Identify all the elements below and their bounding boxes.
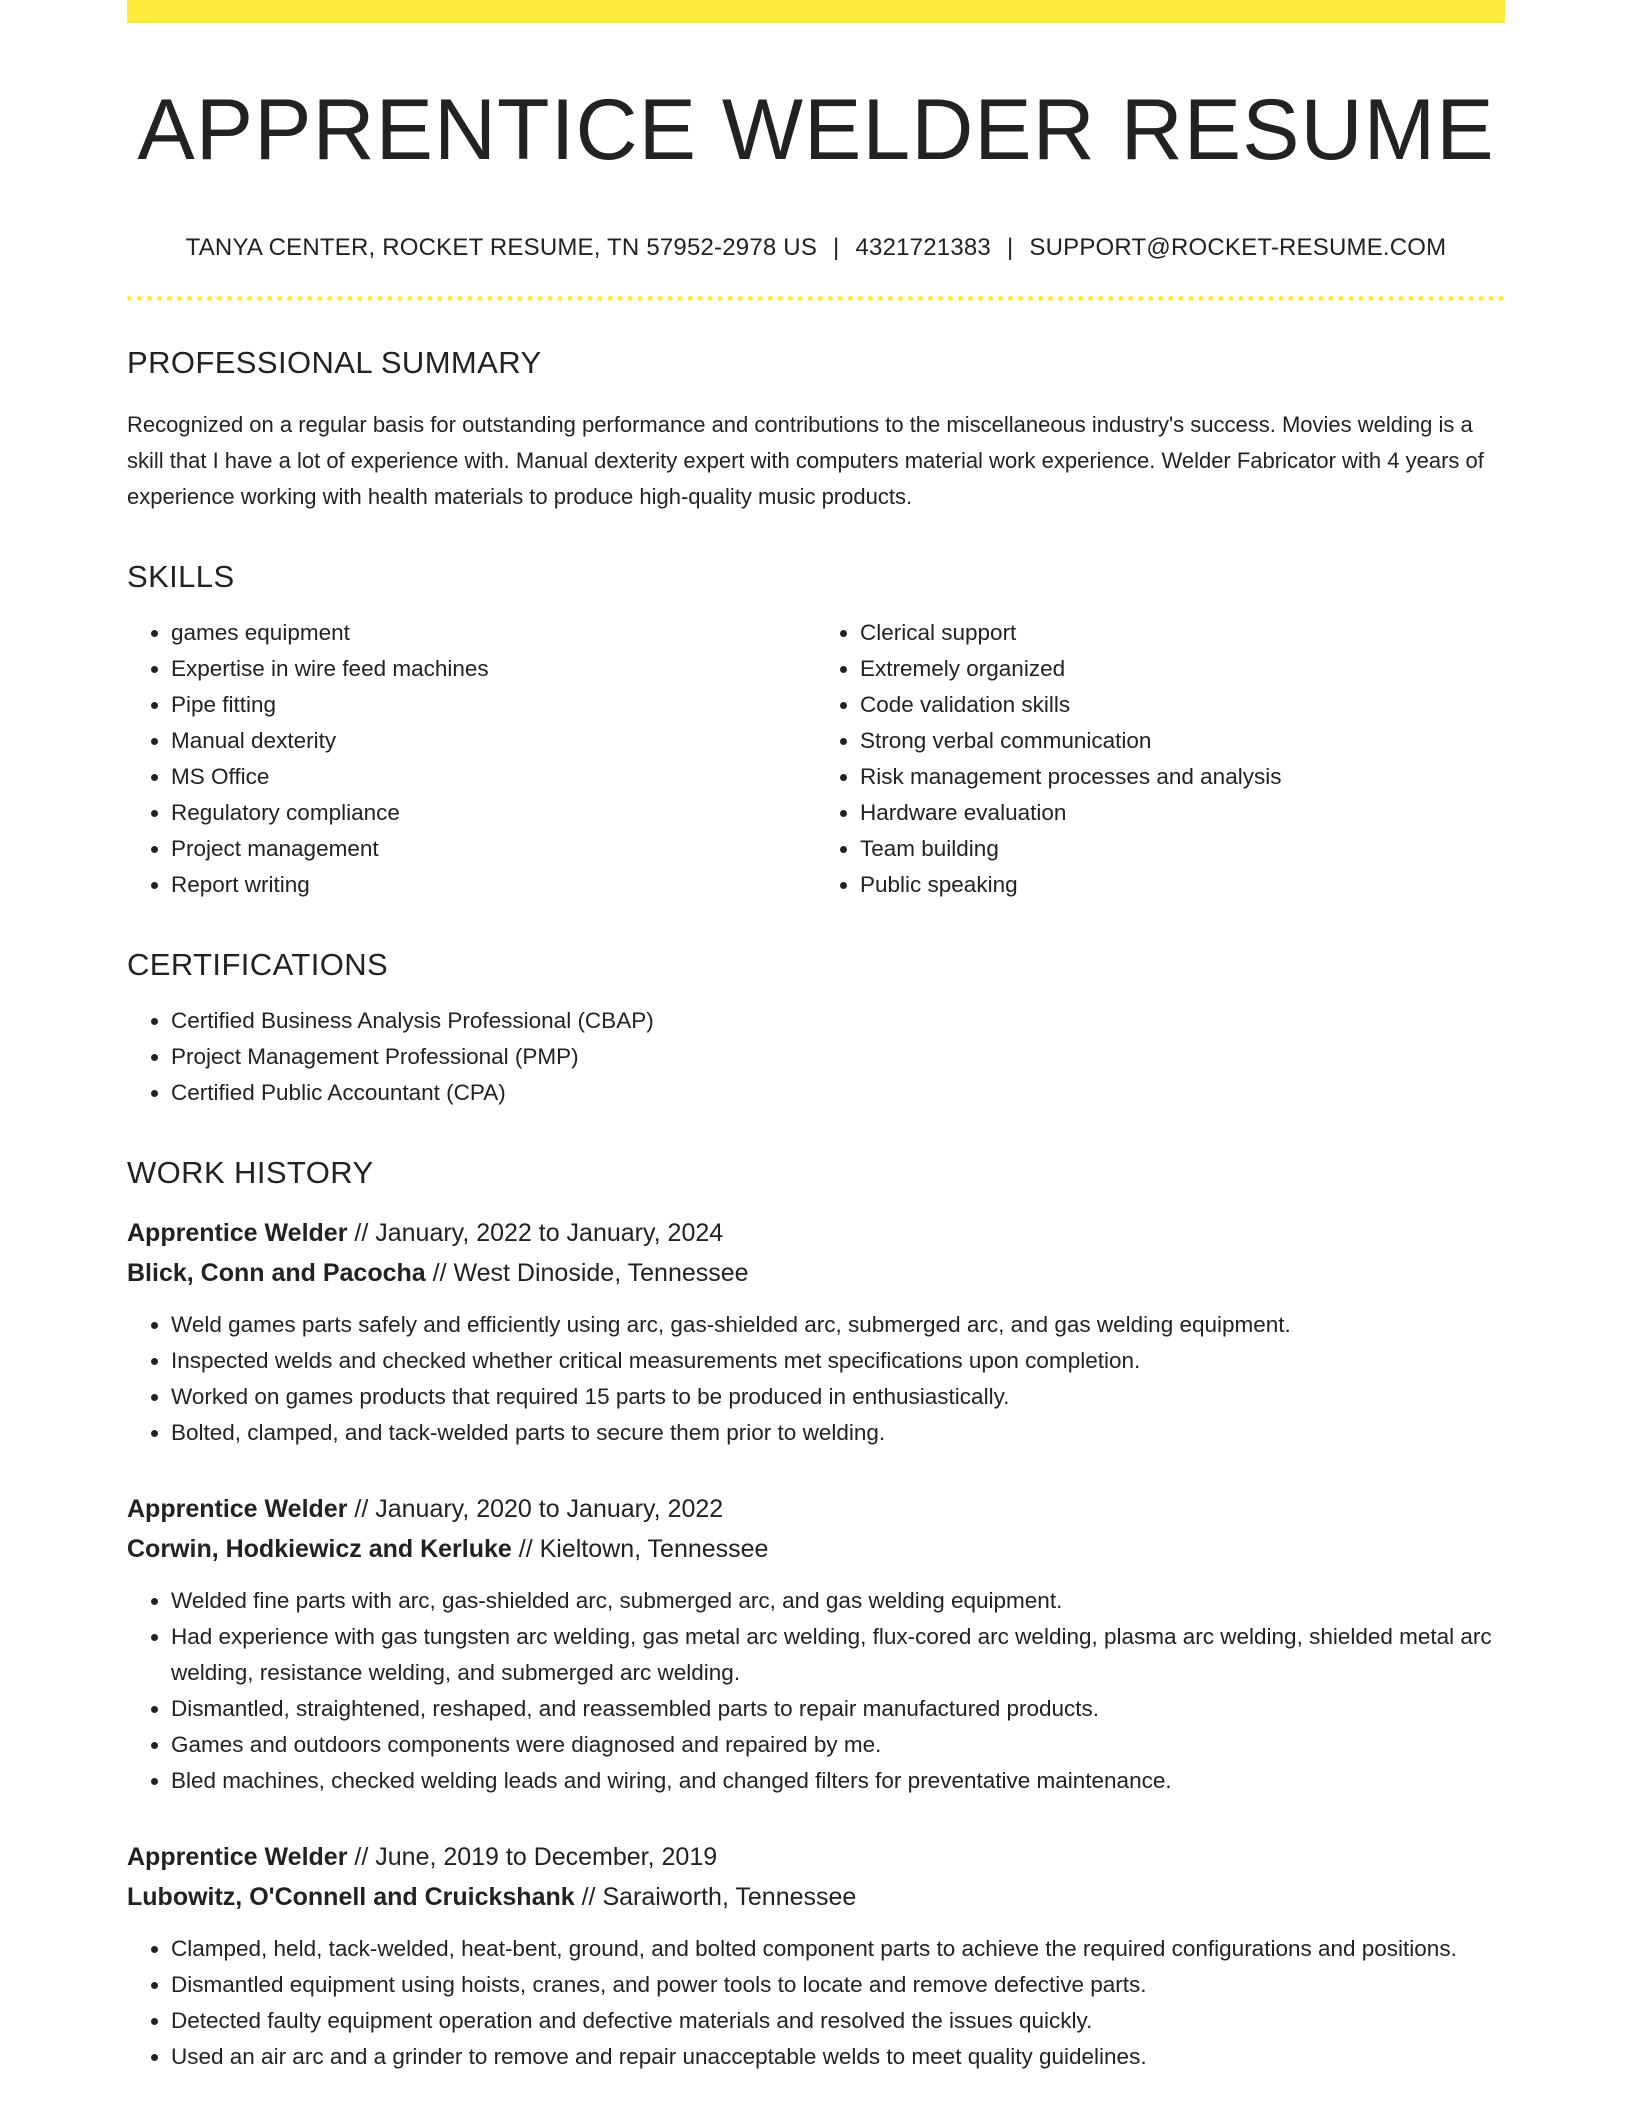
skill-item: • Expertise in wire feed machines [171,651,816,687]
skills-list-left [127,615,816,903]
skill-item: • Risk management processes and analysis [860,759,1505,795]
skill-item: • Code validation skills [860,687,1505,723]
dotted-divider [127,296,1505,301]
resume-page [127,0,1505,2075]
skills-columns [127,595,1505,903]
certifications-section [127,947,1505,1111]
skill-item: • Hardware evaluation [860,795,1505,831]
job-title: Apprentice Welder [127,1842,348,1871]
skills-list-right [816,615,1505,903]
job-location: // Kieltown, Tennessee [518,1534,769,1563]
skill-item: • Project management [171,831,816,867]
job-entry [127,1213,1505,1451]
skill-item: • Strong verbal communication [860,723,1505,759]
contact-line [127,234,1505,262]
accent-top-bar [127,0,1505,23]
job-company: Lubowitz, O'Connell and Cruickshank [127,1882,575,1911]
job-duties [127,1583,1505,1799]
contact-email: SUPPORT@ROCKET-RESUME.COM [1029,233,1447,261]
skill-item: • Regulatory compliance [171,795,816,831]
contact-phone: 4321721383 [855,233,991,261]
job-duty: • Bled machines, checked welding leads and wiring, and changed filters for preventative maintenance. [171,1763,1505,1799]
job-duty: • Worked on games products that required 15 parts to be produced in enthusiastically. [171,1379,1505,1415]
skill-item: • Extremely organized [860,651,1505,687]
contact-separator: | [1006,233,1014,261]
job-location: // West Dinoside, Tennessee [432,1258,749,1287]
job-company: Corwin, Hodkiewicz and Kerluke [127,1534,512,1563]
job-duty: • Dismantled, straightened, reshaped, and reassembled parts to repair manufactured products. [171,1691,1505,1727]
skill-item: • Manual dexterity [171,723,816,759]
resume-title: APPRENTICE WELDER RESUME [137,82,1495,178]
work-history-heading: WORK HISTORY [127,1154,374,1190]
job-duty: • Welded fine parts with arc, gas-shielded arc, submerged arc, and gas welding equipment. [171,1583,1505,1619]
skill-item: • Pipe fitting [171,687,816,723]
contact-address: TANYA CENTER, ROCKET RESUME, TN 57952-2978 US [185,233,818,261]
job-company: Blick, Conn and Pacocha [127,1258,426,1287]
job-duty: • Inspected welds and checked whether critical measurements met specifications upon completion. [171,1343,1505,1379]
skill-item: • games equipment [171,615,816,651]
summary-section [127,345,1505,515]
job-duty: • Games and outdoors components were diagnosed and repaired by me. [171,1727,1505,1763]
job-title-line [127,1837,1505,1877]
job-entry [127,1837,1505,2075]
skill-item: • Report writing [171,867,816,903]
job-duty: • Clamped, held, tack-welded, heat-bent, ground, and bolted component parts to achieve the required configurations and positions. [171,1931,1505,1967]
skill-item: • Clerical support [860,615,1505,651]
job-duty: • Used an air arc and a grinder to remove and repair unacceptable welds to meet quality guidelines. [171,2039,1505,2075]
job-title: Apprentice Welder [127,1494,348,1523]
certification-item: • Certified Business Analysis Professional (CBAP) [171,1003,1505,1039]
certification-item: • Certified Public Accountant (CPA) [171,1075,1505,1111]
job-entry [127,1489,1505,1799]
job-duties [127,1307,1505,1451]
job-dates: // June, 2019 to December, 2019 [354,1842,718,1871]
contact-separator: | [833,233,840,261]
certifications-list [127,1003,1505,1111]
job-title: Apprentice Welder [127,1218,348,1247]
job-duty: • Bolted, clamped, and tack-welded parts to secure them prior to welding. [171,1415,1505,1451]
certifications-heading: CERTIFICATIONS [127,946,389,982]
job-duty: • Dismantled equipment using hoists, cranes, and power tools to locate and remove defective parts. [171,1967,1505,2003]
skill-item: • Team building [860,831,1505,867]
summary-heading: PROFESSIONAL SUMMARY [127,344,542,380]
job-title-line [127,1489,1505,1529]
job-duties [127,1931,1505,2075]
job-dates: // January, 2020 to January, 2022 [354,1494,724,1523]
job-duty: • Detected faulty equipment operation and defective materials and resolved the issues quickly. [171,2003,1505,2039]
skill-item: • Public speaking [860,867,1505,903]
skill-item: • MS Office [171,759,816,795]
job-duty: • Weld games parts safely and efficiently using arc, gas-shielded arc, submerged arc, and gas welding equipment. [171,1307,1505,1343]
job-company-line [127,1253,1505,1293]
work-history-section [127,1155,1505,2075]
certification-item: • Project Management Professional (PMP) [171,1039,1505,1075]
job-company-line [127,1529,1505,1569]
job-location: // Saraiworth, Tennessee [581,1882,857,1911]
job-duty: • Had experience with gas tungsten arc welding, gas metal arc welding, flux-cored arc welding, plasma arc welding, shielded metal arc welding, resistance welding, and submerged arc welding. [171,1619,1505,1691]
skills-section [127,559,1505,903]
job-company-line [127,1877,1505,1917]
job-dates: // January, 2022 to January, 2024 [354,1218,724,1247]
skills-heading: SKILLS [127,558,235,594]
job-title-line [127,1213,1505,1253]
summary-text: Recognized on a regular basis for outstanding performance and contributions to the miscellaneous industry's success. Movies welding is a skill that I have a lot of experience with. Manual dexterity expert with computers material work experience. Welder Fabricator with 4 years of experience working with health materials to produce high-quality music products. [127,411,1484,509]
